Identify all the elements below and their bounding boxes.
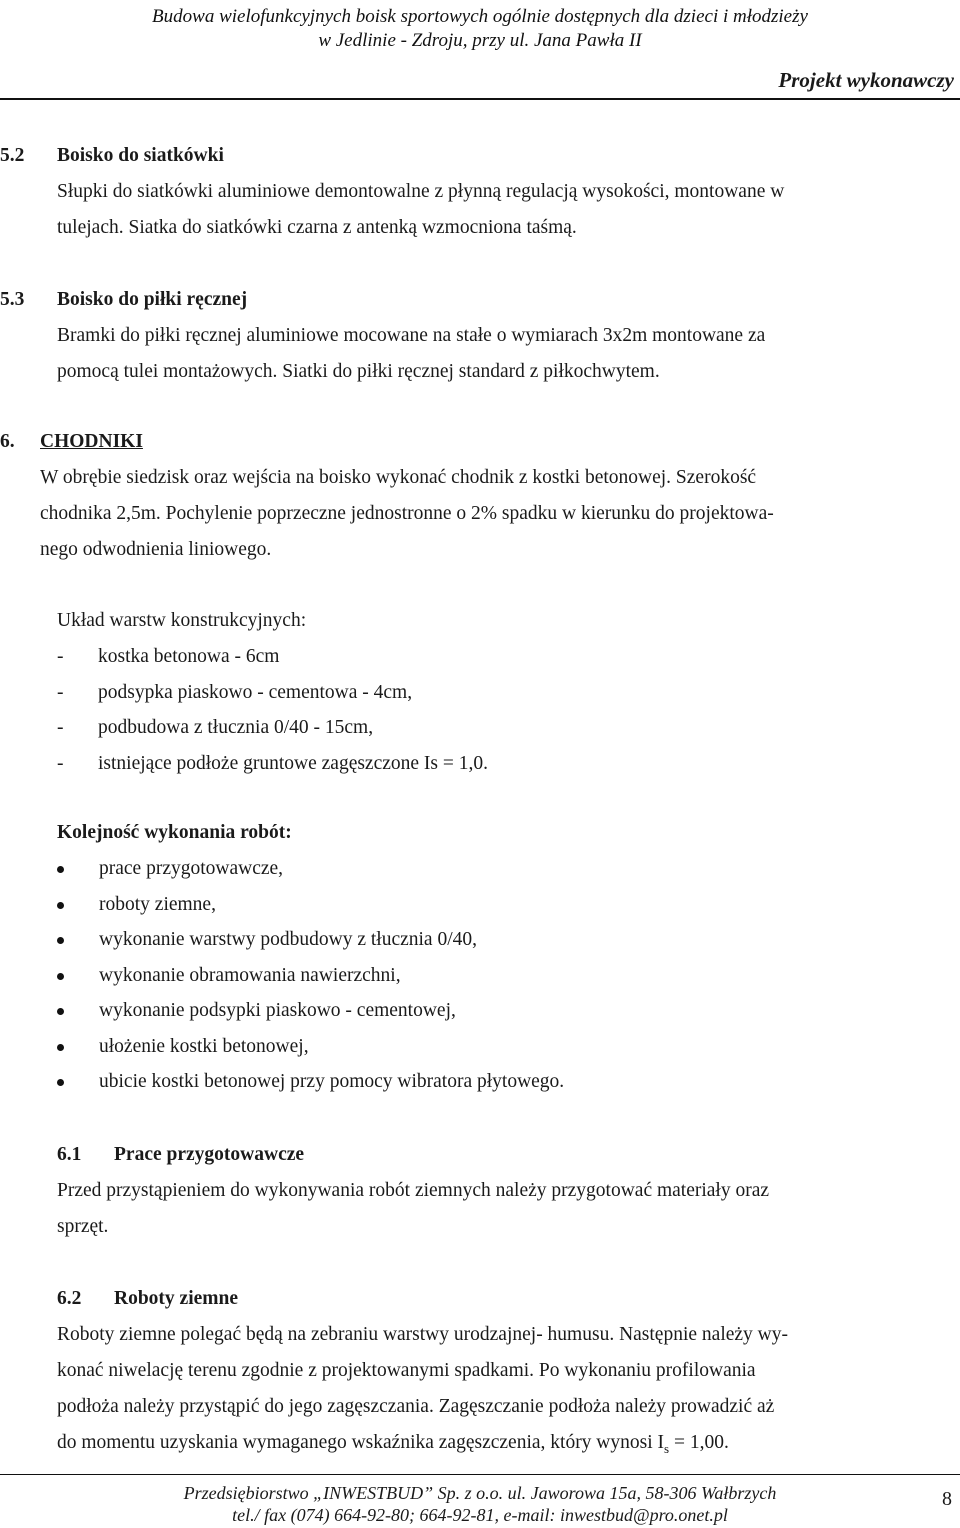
list-item-text: wykonanie warstwy podbudowy z tłucznia 0/40, [99,929,478,950]
section-number: 6.1 [57,1144,82,1165]
paragraph-line: chodnika 2,5m. Pochylenie poprzeczne jednostronne o 2% spadku w kierunku do projektowa- [40,503,774,524]
paragraph-line: Bramki do piłki ręcznej aluminiowe mocowane na stałe o wymiarach 3x2m montowane za [57,325,766,346]
list-item [57,851,917,887]
section-6-2 [57,1281,788,1467]
list-item-text: wykonanie podsypki piaskowo - cementowej, [99,1000,456,1021]
paragraph-line: sprzęt. [57,1216,109,1237]
bullet-icon [57,1008,64,1015]
section-number: 6. [0,431,15,452]
list-item [57,922,917,958]
dash-marker: - [57,646,64,667]
section-6 [0,424,774,568]
list-item [57,1064,917,1100]
paragraph-line: konać niwelację terenu zgodnie z projektowanymi spadkami. Po wykonaniu profilowania [57,1360,756,1381]
list-item [57,993,917,1029]
section-5-3 [0,282,765,390]
section-number: 5.2 [0,145,25,166]
paragraph-text: do momentu uzyskania wymaganego wskaźnika zagęszczenia, który wynosi I [57,1432,665,1453]
list-item [57,710,917,746]
list-item-text: roboty ziemne, [99,893,216,915]
section-5-2-heading [0,138,784,174]
subscript: s [664,1440,670,1456]
bullet-icon [57,1044,64,1051]
section-6-1-heading [57,1137,769,1173]
paragraph-line: Roboty ziemne polegać będą na zebraniu warstwy urodzajnej- humusu. Następnie należy wy- [57,1324,788,1345]
paragraph-line [57,1425,788,1467]
section-number: 6.2 [57,1288,82,1309]
section-6-1 [57,1137,769,1245]
list-item [57,675,917,711]
section-title: Boisko do siatkówki [57,145,224,166]
section-title: Prace przygotowawcze [114,1144,305,1165]
section-title: Roboty ziemne [114,1288,239,1309]
footer-contact: tel./ fax (074) 664-92-80; 664-92-81, e-mail: inwestbud@pro.onet.pl [232,1505,728,1525]
list-item [57,887,917,923]
list-item [57,1029,917,1065]
list-item [57,958,917,994]
list-item-text: ubicie kostki betonowej przy pomocy wibratora płytowego. [99,1071,565,1092]
dash-marker: - [57,681,64,703]
bullet-icon [57,937,64,944]
list-item-text: podbudowa z tłucznia 0/40 - 15cm, [98,717,374,738]
list-item-text: ułożenie kostki betonowej, [99,1035,309,1057]
paragraph-line: tulejach. Siatka do siatkówki czarna z antenką wzmocniona taśmą. [57,217,577,238]
section-6-2-heading [57,1281,788,1317]
paragraph-line: W obrębie siedzisk oraz wejścia na boisko wykonać chodnik z kostki betonowej. Szerokość [40,467,757,488]
list-item-text: prace przygotowawcze, [99,858,284,879]
dash-marker: - [57,752,64,774]
bullet-icon [57,902,64,909]
layers-block [57,603,917,781]
list-item [57,639,917,675]
header-title-line1: Budowa wielofunkcyjnych boisk sportowych ogólnie dostępnych dla dzieci i młodzieży [152,6,808,27]
bullet-icon [57,866,64,873]
layers-intro: Układ warstw konstrukcyjnych: [57,610,307,631]
header-rule [0,98,960,100]
paragraph-line: podłoża należy przystąpić do jego zagęszczania. Zagęszczanie podłoża należy prowadzić aż [57,1396,775,1417]
project-label: Projekt wykonawczy [778,68,954,92]
paragraph-line: pomocą tulei montażowych. Siatki do piłki ręcznej standard z piłkochwytem. [57,361,660,382]
list-item-text: wykonanie obramowania nawierzchni, [99,964,401,986]
section-number: 5.3 [0,289,25,310]
list-item-text: kostka betonowa - 6cm [98,646,280,667]
section-title: CHODNIKI [40,431,143,452]
paragraph-line: nego odwodnienia liniowego. [40,539,272,560]
list-item [57,746,917,782]
section-title: Boisko do piłki ręcznej [57,289,248,310]
order-title: Kolejność wykonania robót: [57,822,292,843]
page-number: 8 [942,1488,952,1510]
list-item-text: podsypka piaskowo - cementowa - 4cm, [98,681,413,703]
bullet-icon [57,973,64,980]
paragraph-line: Przed przystąpieniem do wykonywania robót ziemnych należy przygotować materiały oraz [57,1180,770,1201]
order-block [57,815,917,1100]
paragraph-line: Słupki do siatkówki aluminiowe demontowalne z płynną regulacją wysokości, montowane w [57,181,785,202]
paragraph-text: = 1,00. [669,1432,729,1453]
footer-rule [0,1474,960,1475]
list-item-text: istniejące podłoże gruntowe zagęszczone Is = 1,0. [98,752,489,774]
section-5-2 [0,138,784,246]
footer-company: Przedsiębiorstwo „INWESTBUD” Sp. z o.o. ul. Jaworowa 15a, 58-306 Wałbrzych [183,1483,777,1503]
dash-marker: - [57,717,64,738]
section-5-3-heading [0,282,765,318]
header-title-line2: w Jedlinie - Zdroju, przy ul. Jana Pawła II [318,30,642,51]
section-6-heading [0,424,774,460]
bullet-icon [57,1079,64,1086]
